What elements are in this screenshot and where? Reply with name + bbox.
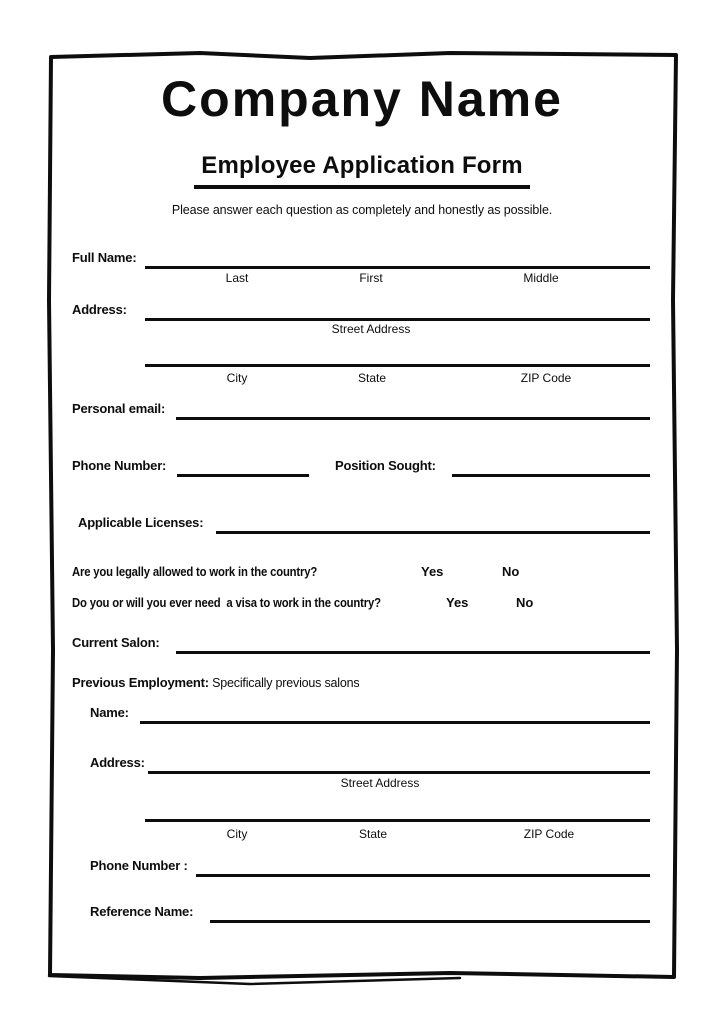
position-sought-label: Position Sought: bbox=[335, 458, 436, 473]
previous-address-street-line[interactable] bbox=[148, 771, 650, 774]
previous-address-street-sublabel: Street Address bbox=[340, 776, 420, 790]
full-name-sub-middle: Middle bbox=[523, 271, 559, 285]
form-title-wrap bbox=[0, 152, 724, 189]
company-name-title: Company Name bbox=[161, 71, 563, 127]
previous-address-city-state-zip-line[interactable] bbox=[145, 819, 650, 822]
visa-need-yes-option[interactable]: Yes bbox=[446, 595, 469, 610]
full-name-line[interactable] bbox=[145, 266, 650, 269]
reference-name-label: Reference Name: bbox=[90, 904, 194, 919]
work-eligibility-yes-option[interactable]: Yes bbox=[421, 564, 444, 579]
applicable-licenses-label: Applicable Licenses: bbox=[78, 515, 204, 530]
previous-phone-number-label: Phone Number : bbox=[90, 858, 188, 873]
previous-address-sublabels bbox=[145, 827, 650, 843]
visa-need-no-option[interactable]: No bbox=[516, 595, 534, 610]
previous-employment-label: Previous Employment: bbox=[72, 675, 209, 690]
full-name-sublabels bbox=[145, 271, 650, 287]
address-sublabels bbox=[145, 371, 650, 387]
address-street-sublabel: Street Address bbox=[331, 322, 411, 336]
current-salon-label: Current Salon: bbox=[72, 635, 160, 650]
phone-number-line[interactable] bbox=[177, 474, 309, 477]
position-sought-line[interactable] bbox=[452, 474, 650, 477]
previous-address-label: Address: bbox=[90, 755, 145, 770]
form-instructions: Please answer each question as completely and honestly as possible. bbox=[171, 203, 553, 217]
full-name-sub-last: Last bbox=[225, 271, 249, 285]
previous-employment-heading bbox=[72, 675, 359, 690]
full-name-sub-first: First bbox=[359, 271, 383, 285]
address-sub-state: State bbox=[357, 371, 387, 385]
previous-employment-note: Specifically previous salons bbox=[212, 676, 360, 690]
previous-address-sub-state: State bbox=[358, 827, 388, 841]
personal-email-label: Personal email: bbox=[72, 401, 166, 416]
visa-need-question: Do you or will you ever need a visa to work in the country? bbox=[72, 595, 381, 610]
previous-address-sub-zip: ZIP Code bbox=[523, 827, 575, 841]
phone-number-label: Phone Number: bbox=[72, 458, 167, 473]
form-title: Employee Application Form bbox=[194, 152, 530, 189]
previous-phone-number-line[interactable] bbox=[196, 874, 650, 877]
previous-address-sub-city: City bbox=[226, 827, 248, 841]
previous-name-label: Name: bbox=[90, 705, 129, 720]
applicable-licenses-line[interactable] bbox=[216, 531, 650, 534]
previous-name-line[interactable] bbox=[140, 721, 650, 724]
address-street-line[interactable] bbox=[145, 318, 650, 321]
address-label: Address: bbox=[72, 302, 127, 317]
work-eligibility-no-option[interactable]: No bbox=[502, 564, 520, 579]
address-sub-zip: ZIP Code bbox=[520, 371, 572, 385]
personal-email-line[interactable] bbox=[176, 417, 650, 420]
current-salon-line[interactable] bbox=[176, 651, 650, 654]
work-eligibility-question: Are you legally allowed to work in the country? bbox=[72, 564, 318, 579]
full-name-label: Full Name: bbox=[72, 250, 137, 265]
address-sub-city: City bbox=[226, 371, 248, 385]
reference-name-line[interactable] bbox=[210, 920, 650, 923]
address-city-state-zip-line[interactable] bbox=[145, 364, 650, 367]
